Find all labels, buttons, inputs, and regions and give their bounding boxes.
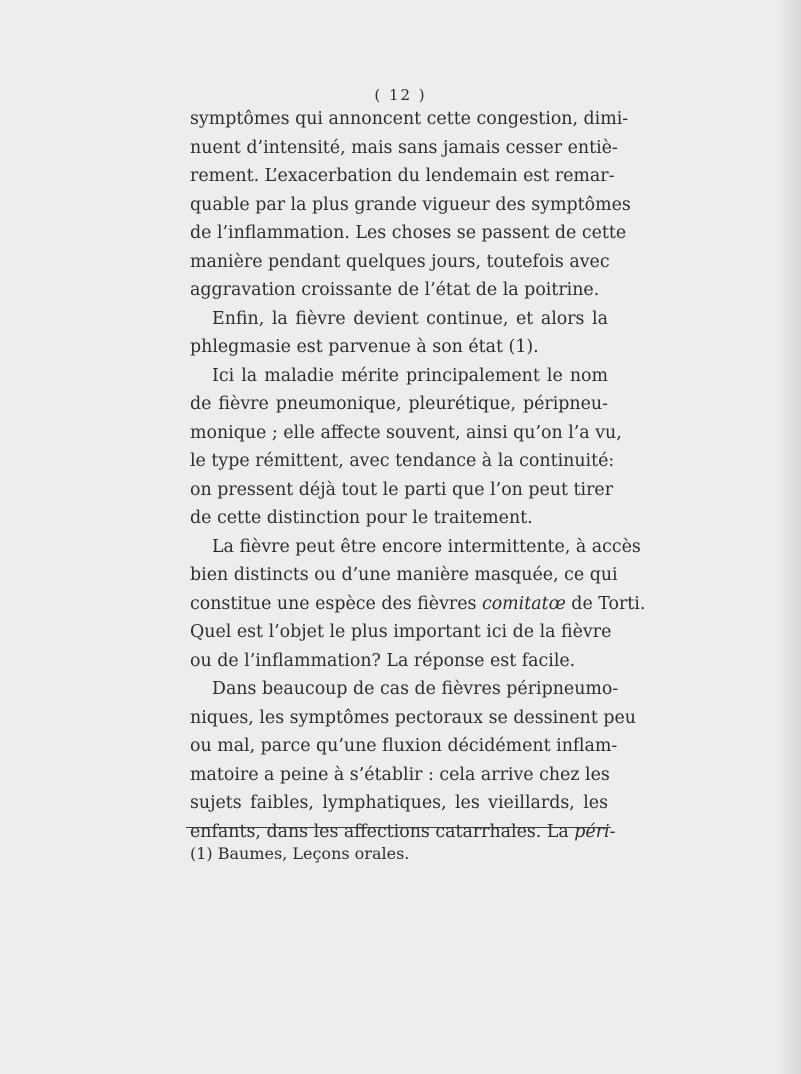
text-line	[190, 761, 608, 790]
line-text: nuent d’intensité, mais sans jamais cesser entiè-	[190, 137, 618, 158]
line-text: La fièvre peut être encore intermittente, à accès	[212, 536, 641, 557]
text-line	[190, 447, 615, 476]
line-text: matoire a peine à s’établir : cela arrive chez les	[190, 764, 610, 785]
line-text: Quel est l’objet le plus important ici de la fièvre	[190, 622, 612, 642]
line-text: monique ; elle affecte souvent, ainsi qu’on l’a vu,	[190, 422, 622, 443]
italic-text: péri-	[574, 821, 616, 842]
text-line	[190, 561, 618, 590]
body-text	[190, 105, 646, 846]
text-line	[190, 789, 608, 818]
line-text: Ici la maladie mérite principalement le nom	[212, 365, 608, 386]
line-text: de fièvre pneumonique, pleurétique, péripneu-	[190, 394, 608, 414]
line-text: Dans beaucoup de cas de fièvres péripneumo-	[212, 679, 619, 699]
line-text-after: de Torti.	[565, 593, 646, 614]
text-line	[190, 675, 619, 704]
text-line	[190, 419, 622, 448]
text-line	[190, 105, 629, 134]
text-line	[190, 618, 612, 647]
text-line	[190, 504, 608, 533]
line-text: symptômes qui annoncent cette congestion, dimi-	[190, 109, 629, 129]
line-text: ou mal, parce qu’une fluxion décidément inflam-	[190, 736, 618, 756]
text-line	[190, 590, 646, 619]
page-number: ( 12 )	[374, 86, 427, 104]
text-line	[190, 362, 608, 391]
footnote: (1) Baumes, Leçons orales.	[190, 844, 410, 863]
text-line	[190, 533, 641, 562]
text-line	[190, 248, 608, 277]
line-text: Enfin, la fièvre devient continue, et alors la	[212, 308, 608, 329]
text-line	[190, 191, 631, 220]
line-text: ou de l’inflammation? La réponse est facile.	[190, 650, 576, 671]
line-text: sujets faibles, lymphatiques, les vieillards, les	[190, 793, 608, 813]
text-line	[190, 162, 615, 191]
line-text: de l’inflammation. Les choses se passent de cette	[190, 223, 627, 243]
line-text: le type rémittent, avec tendance à la continuité:	[190, 451, 615, 471]
line-text: phlegmasie est parvenue à son état (1).	[190, 337, 539, 357]
line-text: bien distincts ou d’une manière masquée, ce qui	[190, 565, 618, 585]
line-text: constitue une espèce des fièvres	[190, 593, 482, 614]
line-text: niques, les symptômes pectoraux se dessinent peu	[190, 707, 636, 728]
text-line	[190, 134, 618, 163]
line-text: rement. L’exacerbation du lendemain est remar-	[190, 166, 615, 186]
text-line	[190, 732, 618, 761]
text-line	[190, 476, 614, 505]
text-line	[190, 704, 636, 733]
text-line	[190, 390, 608, 419]
text-line	[190, 276, 608, 305]
text-line	[190, 219, 627, 248]
italic-text: comitatœ	[481, 593, 566, 614]
text-line	[190, 305, 608, 334]
footnote-rule	[186, 827, 611, 828]
text-line	[190, 333, 608, 362]
line-text: enfants, dans les affections catarrhales. La	[190, 821, 575, 842]
line-text: aggravation croissante de l’état de la poitrine.	[190, 280, 600, 300]
line-text: on pressent déjà tout le parti que l’on peut tirer	[190, 479, 614, 500]
page-edge-shadow	[775, 0, 801, 1074]
line-text: quable par la plus grande vigueur des symptômes	[190, 194, 631, 215]
line-text: manière pendant quelques jours, toutefois avec	[190, 251, 610, 272]
text-line	[190, 647, 608, 676]
line-text: de cette distinction pour le traitement.	[190, 508, 533, 528]
